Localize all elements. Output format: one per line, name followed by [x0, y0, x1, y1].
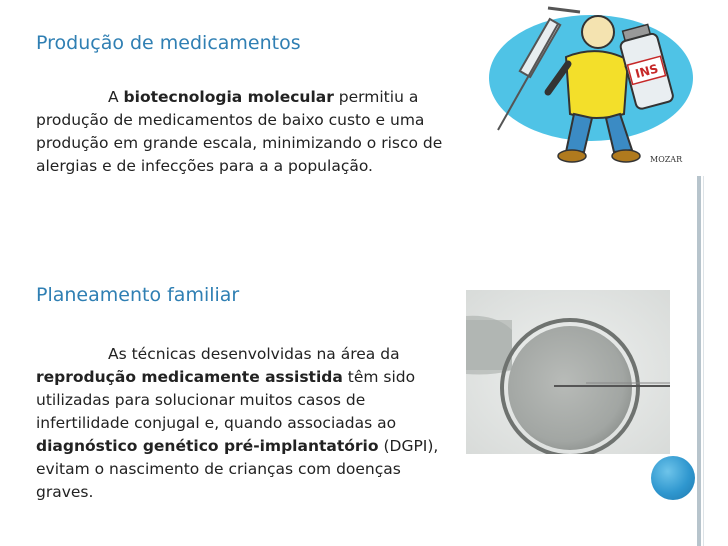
paragraph-line: evitam o nascimento de crianças com doenças — [36, 460, 401, 478]
decorative-edge-line — [703, 176, 704, 546]
paragraph-line — [36, 366, 456, 389]
paragraph-line: utilizadas para solucionar muitos casos de — [36, 391, 366, 409]
bold-term: diagnóstico genético pré-implantatório — [36, 437, 379, 455]
paragraph-line: graves. — [36, 483, 94, 501]
section-title-medicines: Produção de medicamentos — [36, 32, 301, 54]
decorative-circle — [651, 456, 695, 500]
decorative-edge-bar — [697, 176, 701, 546]
paragraph-medicines — [36, 86, 486, 178]
text-fragment: (DGPI), — [378, 437, 439, 455]
paragraph-line: infertilidade conjugal e, quando associadas ao — [36, 414, 397, 432]
paragraph-line — [36, 86, 486, 109]
egg-cell — [508, 326, 632, 450]
paragraph-line: produção de medicamentos de baixo custo e uma — [36, 111, 425, 129]
microscopy-photo — [466, 290, 670, 454]
section-title-family-planning: Planeamento familiar — [36, 284, 240, 306]
bold-term: reprodução medicamente assistida — [36, 368, 343, 386]
paragraph-line: As técnicas desenvolvidas na área da — [108, 345, 400, 363]
text-fragment: têm sido — [342, 368, 416, 386]
text-fragment: A — [108, 88, 124, 106]
cartoon-illustration — [488, 2, 694, 172]
bottle-label: INS — [633, 61, 660, 82]
paragraph-line: alergias e de infecções para a a população. — [36, 157, 373, 175]
cartoon-signature: MOZAR — [650, 155, 683, 164]
paragraph-line: produção em grande escala, minimizando o risco de — [36, 134, 443, 152]
text-fragment: permitiu a — [333, 88, 419, 106]
paragraph-family-planning — [36, 343, 456, 504]
paragraph-line — [36, 435, 456, 458]
bold-term: biotecnologia molecular — [123, 88, 334, 106]
